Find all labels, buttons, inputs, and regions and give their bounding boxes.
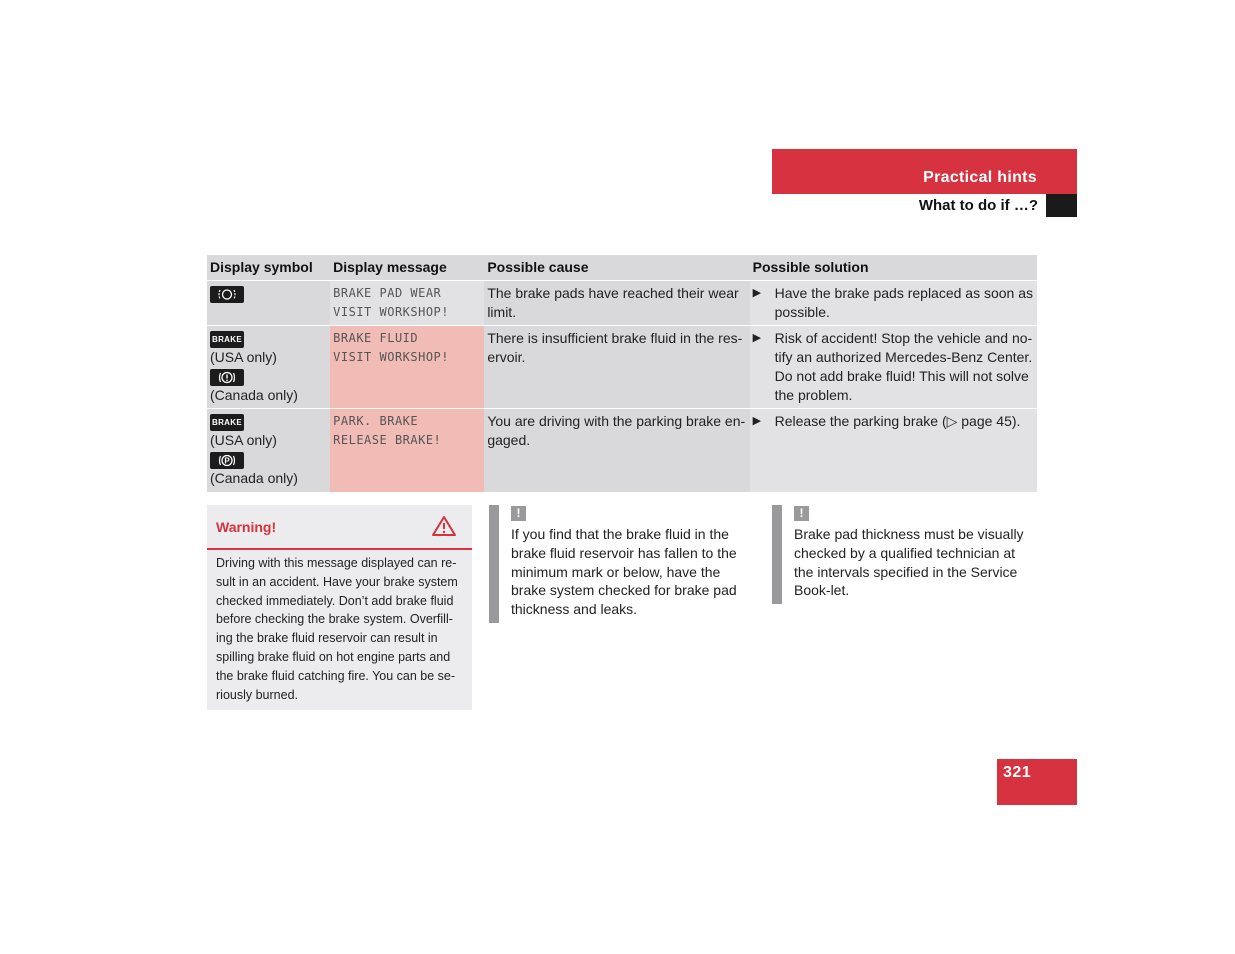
symbol-region-label: (USA only): [210, 432, 277, 448]
warning-text: Driving with this message displayed can re-sult in an accident. Have your brake system checked immediately. Don’t add brake fluid before checking the brake system. Overfill-ing the brake fluid reservoir can result in spilling brake fluid on hot engine parts and the brake fluid catching fire. You can be se-riously burned.: [216, 556, 458, 702]
warning-header: [207, 505, 472, 550]
solution-cell: [750, 409, 1037, 493]
warning-box: [207, 505, 472, 710]
message-cell: [330, 409, 484, 493]
page-number: 321: [1003, 764, 1032, 781]
subsection-title: What to do if …?: [918, 197, 1038, 214]
table-row: [207, 326, 1037, 409]
note-text: If you find that the brake fluid in the brake fluid reservoir has fallen to the minimum mark or below, have the brake system checked for brake pad thickness and leaks.: [511, 526, 737, 618]
brake-warning-circle-icon: [210, 369, 244, 386]
solution-cell: [750, 326, 1037, 409]
exclamation-icon: !: [794, 506, 809, 521]
note-bar: [489, 505, 499, 623]
section-title: Practical hints: [923, 169, 1037, 186]
table-row: [207, 281, 1037, 326]
table-header-row: [207, 255, 1037, 281]
solution-text: Risk of accident! Stop the vehicle and no-tify an authorized Mercedes-Benz Center. Do not add brake fluid! This will not solve the problem.: [774, 330, 1033, 403]
cause-cell: The brake pads have reached their wear limit.: [484, 281, 749, 326]
page-number-box: [997, 759, 1077, 805]
display-message: PARK. BRAKE RELEASE BRAKE!: [333, 414, 442, 447]
brake-text-icon: BRAKE: [210, 414, 244, 431]
brake-pad-wear-icon: [210, 286, 244, 303]
parking-brake-circle-icon: [210, 452, 244, 469]
symbol-region-label: (USA only): [210, 349, 277, 365]
symbol-region-label: (Canada only): [210, 387, 298, 403]
svg-text:P: P: [224, 456, 230, 466]
message-cell: [330, 326, 484, 409]
header-marker: [1046, 194, 1077, 217]
message-cell: [330, 281, 484, 326]
display-message: BRAKE PAD WEAR VISIT WORKSHOP!: [333, 286, 450, 319]
symbol-cell: [207, 326, 330, 409]
bullet-arrow-icon: ▶: [752, 332, 762, 344]
bullet-arrow-icon: ▶: [752, 415, 762, 427]
col-header-message: Display message: [330, 255, 484, 281]
col-header-symbol: Display symbol: [207, 255, 330, 281]
display-message: BRAKE FLUID VISIT WORKSHOP!: [333, 331, 450, 364]
section-header-bar: [772, 149, 1077, 194]
warning-title: Warning!: [216, 519, 277, 535]
cause-cell: There is insufficient brake fluid in the res-ervoir.: [484, 326, 749, 409]
note-bar: [772, 505, 782, 604]
symbol-region-label: (Canada only): [210, 470, 298, 486]
warning-triangle-icon: [431, 515, 457, 542]
display-messages-table: [207, 255, 1037, 493]
col-header-solution: Possible solution: [750, 255, 1037, 281]
symbol-cell: [207, 409, 330, 493]
solution-text: Have the brake pads replaced as soon as possible.: [774, 285, 1034, 320]
bullet-arrow-icon: ▶: [752, 287, 762, 299]
col-header-cause: Possible cause: [484, 255, 749, 281]
solution-cell: [750, 281, 1037, 326]
brake-text-icon: BRAKE: [210, 331, 244, 348]
table-row: [207, 409, 1037, 493]
cause-cell: You are driving with the parking brake en-gaged.: [484, 409, 749, 493]
note-text: Brake pad thickness must be visually checked by a qualified technician at the intervals specified in the Service Book-let.: [794, 526, 1024, 599]
symbol-cell: [207, 281, 330, 326]
solution-text: Release the parking brake (▷ page 45).: [774, 413, 1021, 429]
exclamation-icon: !: [511, 506, 526, 521]
